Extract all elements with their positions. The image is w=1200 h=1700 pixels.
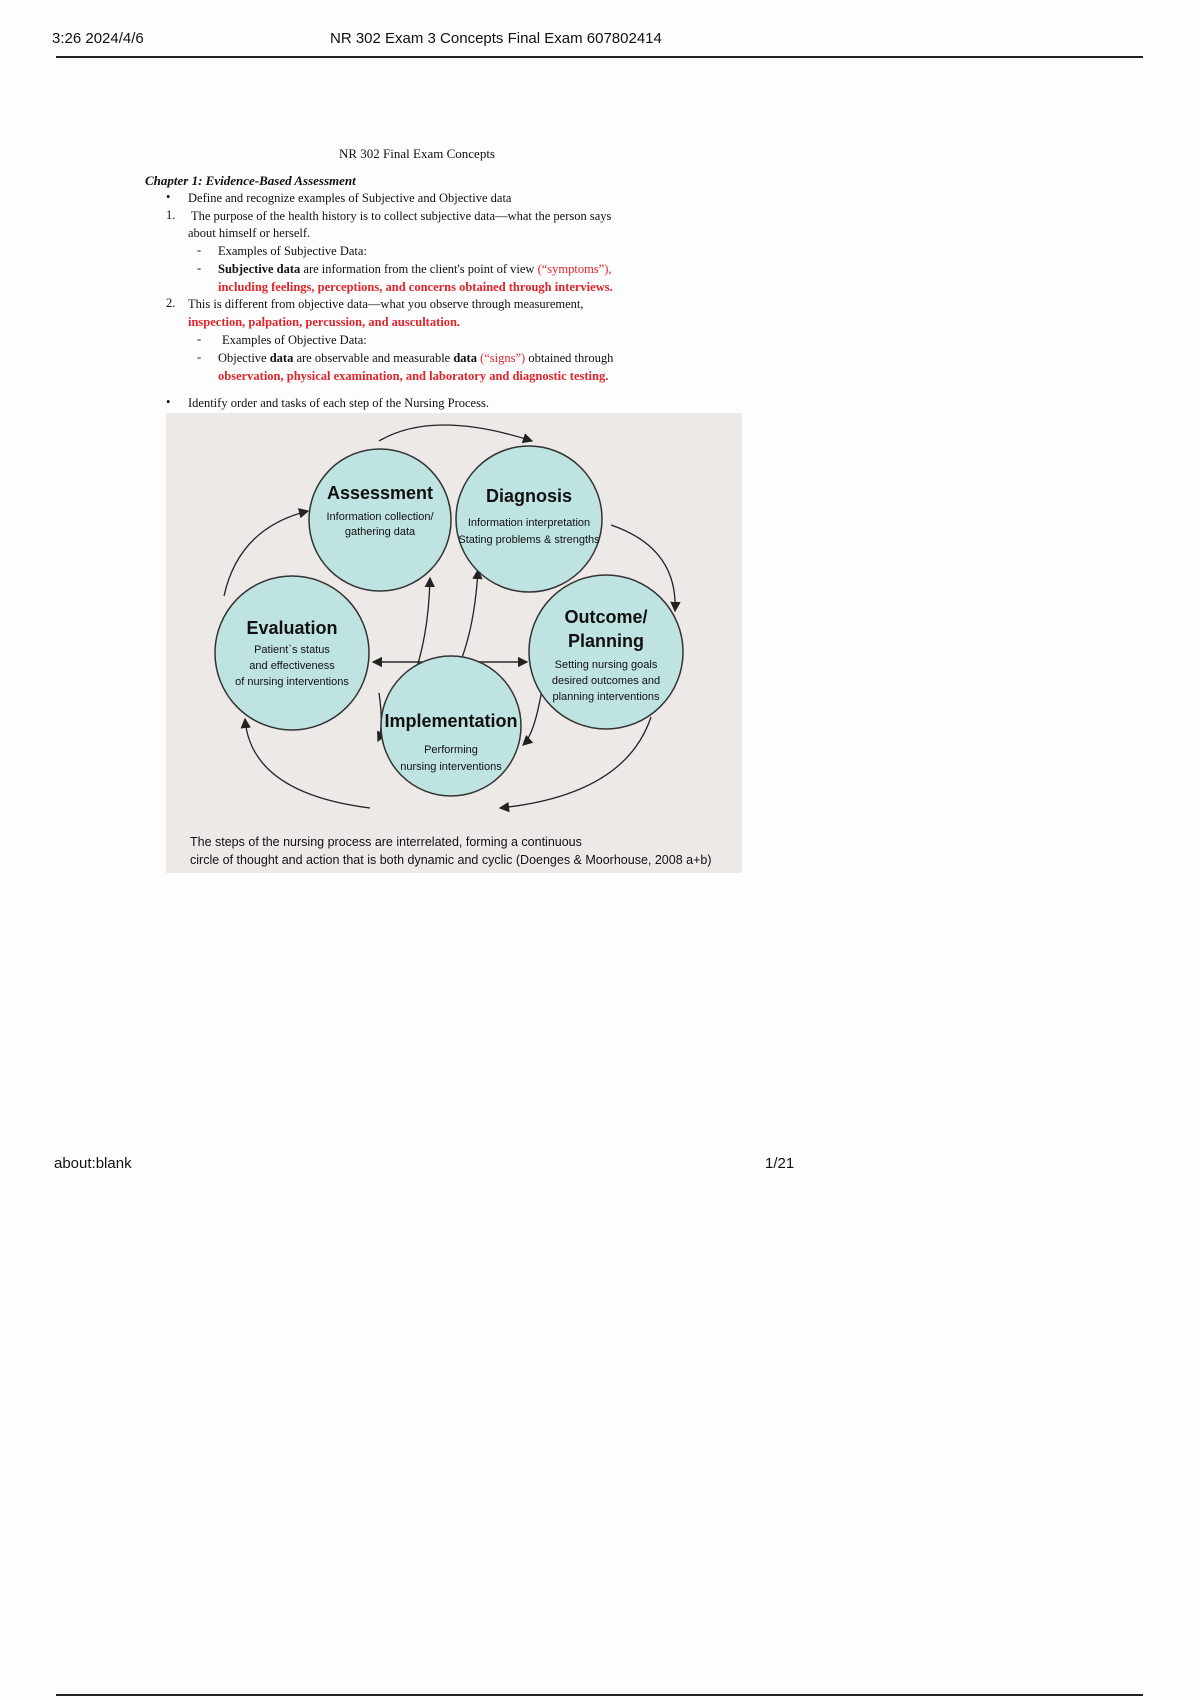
objective-def-post: obtained through bbox=[525, 351, 614, 365]
subjective-def-text: are information from the client's point of view bbox=[300, 262, 538, 276]
dash-marker: - bbox=[197, 350, 202, 364]
item1-line1: The purpose of the health history is to collect subjective data—what the person says bbox=[191, 209, 612, 223]
bullet-marker: • bbox=[166, 395, 171, 409]
implementation-line: Performing bbox=[424, 744, 478, 756]
subjective-definition-line2: including feelings, perceptions, and concerns obtained through interviews. bbox=[218, 280, 613, 294]
assessment-title: Assessment bbox=[326, 483, 434, 503]
dash-marker: - bbox=[197, 243, 202, 257]
item1-line2: about himself or herself. bbox=[188, 226, 311, 240]
diagnosis-line: Information interpretation bbox=[467, 517, 591, 529]
planning-circle bbox=[529, 575, 683, 729]
arrow-implementation-evaluation bbox=[245, 719, 370, 808]
subjective-examples-label: Examples of Subjective Data: bbox=[218, 244, 367, 258]
planning-line: Setting nursing goals bbox=[554, 659, 658, 671]
objective-definition-line2: observation, physical examination, and laboratory and diagnostic testing. bbox=[218, 369, 609, 383]
objective-def-pre: Objective bbox=[218, 351, 270, 365]
chapter-heading: Chapter 1: Evidence-Based Assessment bbox=[145, 173, 356, 188]
bullet-define-data: Define and recognize examples of Subjective and Objective data bbox=[188, 191, 512, 205]
subjective-term: Subjective data bbox=[218, 262, 301, 276]
implementation-line: nursing interventions bbox=[400, 761, 502, 773]
arrow-assessment-diagnosis bbox=[379, 425, 532, 441]
evaluation-line: Patient`s status bbox=[254, 644, 330, 656]
item2-line1: This is different from objective data—what you observe through measurement, bbox=[188, 297, 584, 311]
footer-divider bbox=[56, 1694, 1143, 1696]
planning-title: Outcome/ bbox=[564, 607, 648, 627]
planning-title: Planning bbox=[568, 631, 644, 651]
objective-term-2: data bbox=[453, 351, 477, 365]
header-divider bbox=[56, 56, 1143, 58]
objective-definition bbox=[218, 350, 613, 368]
objective-examples-label: Examples of Objective Data: bbox=[222, 333, 367, 347]
diagnosis-title: Diagnosis bbox=[485, 486, 573, 506]
footer-url: about:blank bbox=[54, 1155, 132, 1172]
planning-line: planning interventions bbox=[552, 691, 660, 703]
header-title: NR 302 Exam 3 Concepts Final Exam 607802414 bbox=[330, 30, 662, 47]
implementation-title: Implementation bbox=[384, 711, 518, 731]
evaluation-line: of nursing interventions bbox=[235, 676, 349, 688]
header-time-text: 3:26 2024/4/6 bbox=[52, 30, 144, 47]
assessment-line: Information collection/ bbox=[326, 511, 434, 523]
bullet-nursing-process: Identify order and tasks of each step of the Nursing Process. bbox=[188, 396, 489, 410]
figure-caption-line1: The steps of the nursing process are interrelated, forming a continuous bbox=[190, 835, 582, 849]
footer-page-number: 1/21 bbox=[765, 1155, 795, 1172]
objective-term: data bbox=[269, 351, 294, 365]
arrow-planning-implementation bbox=[500, 717, 651, 808]
subjective-definition bbox=[218, 261, 612, 279]
planning-line: desired outcomes and bbox=[551, 675, 661, 687]
header-timestamp bbox=[52, 30, 144, 47]
nursing-process-diagram bbox=[166, 413, 742, 873]
item2-line2: inspection, palpation, percussion, and auscultation. bbox=[188, 315, 461, 329]
figure-caption-line2: circle of thought and action that is both dynamic and cyclic (Doenges & Moorhouse, 2008 a+b) bbox=[190, 853, 712, 867]
document-title: NR 302 Final Exam Concepts bbox=[339, 146, 495, 161]
evaluation-line: and effectiveness bbox=[249, 660, 335, 672]
number-marker-2: 2. bbox=[166, 296, 176, 310]
objective-def-mid: are observable and measurable bbox=[293, 351, 454, 365]
assessment-line: gathering data bbox=[344, 526, 416, 538]
dash-marker: - bbox=[197, 261, 202, 275]
evaluation-title: Evaluation bbox=[246, 618, 338, 638]
number-marker-1: 1. bbox=[166, 208, 176, 222]
bullet-marker: • bbox=[166, 190, 171, 204]
diagnosis-line: Stating problems & strengths bbox=[458, 534, 600, 546]
dash-marker: - bbox=[197, 332, 202, 346]
symptoms-text: (“symptoms”), bbox=[537, 262, 612, 276]
signs-text: (“signs”) bbox=[476, 351, 526, 365]
